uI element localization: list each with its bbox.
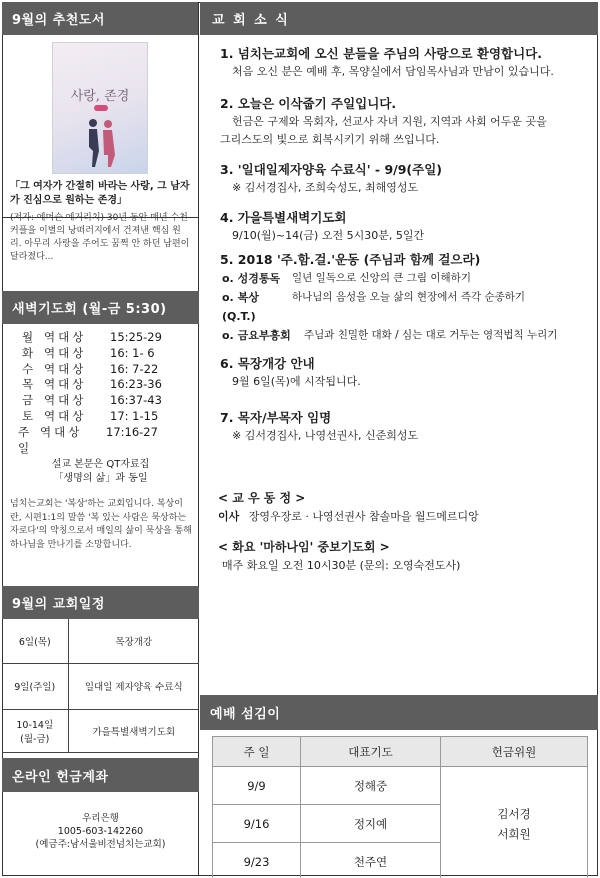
book-cover-title: 사랑, 존경 xyxy=(70,89,130,104)
schedule-event: 일대일 제자양육 수료식 xyxy=(68,663,199,709)
dawn-verse: 15:25-29 xyxy=(110,330,162,344)
walk-program-key: o. 성경통독 xyxy=(222,272,281,285)
dawn-day: 화 xyxy=(22,345,34,360)
worship-prayer: 천주연 xyxy=(301,843,441,878)
member-news-row xyxy=(218,507,586,526)
news-item-6 xyxy=(220,355,586,391)
dawn-book: 역대상 xyxy=(44,345,87,360)
dawn-day: 금 xyxy=(22,393,34,408)
news-item-5-title: 5. 2018 '주.함.걸.'운동 (주님과 함께 걸으라) xyxy=(220,252,481,267)
dawn-row xyxy=(22,409,199,425)
news-item-2 xyxy=(220,95,586,149)
worship-prayer: 정해중 xyxy=(301,767,441,805)
news-item-4 xyxy=(220,209,586,245)
dawn-book: 역대상 xyxy=(44,408,87,423)
book-cover-image xyxy=(52,42,148,174)
offering-header: 온라인 헌금계좌 xyxy=(2,758,199,792)
worship-table xyxy=(212,736,588,878)
walk-program-text: 하나님의 음성을 오늘 삶의 현장에서 즉각 순종하기 xyxy=(292,291,526,303)
news-section xyxy=(200,35,598,575)
news-item-7-body: ※ 김서경집사, 나영선권사, 신준희성도 xyxy=(232,429,419,442)
dawn-day: 목 xyxy=(22,377,34,392)
schedule-event: 가을특별새벽기도회 xyxy=(68,709,199,752)
dawn-row xyxy=(22,393,199,409)
news-item-body: 그리스도의 빛으로 회복시키기 위해 쓰입니다. xyxy=(220,133,440,146)
dawn-verse: 17: 1-15 xyxy=(110,408,159,423)
news-item-7 xyxy=(220,409,586,445)
worship-prayer: 정지예 xyxy=(301,805,441,843)
dawn-row xyxy=(22,377,199,393)
worship-col-offering: 헌금위원 xyxy=(441,737,588,767)
offering-holder: (예금주:남서울비전넘치는교회) xyxy=(35,839,166,850)
walk-program-text: 일년 일독으로 신앙의 큰 그림 이해하기 xyxy=(292,272,471,284)
member-news xyxy=(218,489,586,526)
book-description: (저자: 에머슨 에거리치) 30년 동안 매년 수천 커플을 이별의 낭떠러지에서 건져낸 핵심 원리. 아무리 사랑을 주어도 꿈쩍 안 하던 남편이 달라졌다... xyxy=(10,213,190,262)
schedule-row xyxy=(2,619,199,663)
worship-row xyxy=(213,767,588,805)
news-item-title: 2. 오늘은 이삭줍기 주일입니다. xyxy=(220,96,397,111)
walk-program-key: o. 복상(Q.T.) xyxy=(222,291,259,323)
book-header: 9월의 추천도서 xyxy=(2,2,198,35)
offering-bank: 우리은행 xyxy=(82,813,119,824)
news-item-body: 9/10(월)~14(금) 오전 5시30분, 5일간 xyxy=(232,229,425,242)
dawn-verse: 16:37-43 xyxy=(110,393,162,408)
dawn-section xyxy=(2,326,199,552)
walk-program-row xyxy=(222,288,586,326)
schedule-event: 목장개강 xyxy=(68,619,199,663)
worship-col-prayer: 대표기도 xyxy=(301,737,441,767)
tuesday-prayer xyxy=(218,538,586,575)
dawn-book: 역대상 xyxy=(44,377,87,392)
news-item-6-title: 6. 목장개강 안내 xyxy=(220,356,315,371)
book-section xyxy=(2,2,198,218)
schedule-date: 10-14일 (월-금) xyxy=(2,709,68,752)
dawn-day: 토 xyxy=(22,408,34,423)
member-news-text: 장영우장로 · 나영선권사 참솔마을 월드메르디앙 xyxy=(248,510,479,523)
schedule-row xyxy=(2,663,199,709)
dawn-day: 수 xyxy=(22,361,34,376)
offering-account: 1005-603-142260 xyxy=(57,826,144,837)
worship-date: 9/9 xyxy=(213,767,301,805)
offering-member: 서희원 xyxy=(497,826,531,841)
worship-offering-members xyxy=(441,767,588,878)
offering-member: 김서경 xyxy=(497,806,531,821)
offering-section xyxy=(2,812,199,851)
dawn-verse: 16: 7-22 xyxy=(110,361,159,376)
dawn-list xyxy=(2,326,199,456)
dawn-book: 역대상 xyxy=(40,424,83,439)
book-quote: 「그 여자가 간절히 바라는 사랑, 그 남자가 진심으로 원하는 존경」 xyxy=(10,181,190,206)
dawn-row xyxy=(22,346,199,362)
news-item-title: 3. '일대일제자양육 수료식' - 9/9(주일) xyxy=(220,162,442,177)
dawn-verse: 17:16-27 xyxy=(106,424,158,439)
dawn-header: 새벽기도회 (월-금 5:30) xyxy=(2,291,199,324)
member-news-title: < 교 우 동 정 > xyxy=(218,491,306,505)
dawn-verse: 16: 1- 6 xyxy=(110,345,155,360)
dawn-paragraph: 넘치는교회는 '복상'하는 교회입니다. 복상이란, 시편1:1의 말씀 '복 있는 사람은 묵상하는 자로다'의 약칭으로서 매일의 삶이 묵상을 통해 하나님을 만나기를 소망합니다. xyxy=(10,499,192,550)
dawn-day: 주일 xyxy=(18,424,30,455)
news-item-3 xyxy=(220,161,586,197)
schedule-date: 6일(목) xyxy=(2,619,68,663)
news-item-7-title: 7. 목자/부목자 임명 xyxy=(220,410,332,425)
tuesday-prayer-body: 매주 화요일 오전 10시30분 (문의: 오영숙전도사) xyxy=(222,559,461,572)
dawn-book: 역대상 xyxy=(44,361,87,376)
news-item-1 xyxy=(220,45,586,81)
news-item-body: ※ 김서경집사, 조희숙성도, 최해영성도 xyxy=(232,181,419,194)
left-column xyxy=(2,2,199,876)
dawn-note-1: 설교 본문은 QT자료집 xyxy=(51,459,150,471)
dawn-row xyxy=(18,424,199,457)
dawn-row xyxy=(22,330,199,346)
news-item-6-body: 9월 6일(목)에 시작됩니다. xyxy=(232,375,361,388)
right-column xyxy=(200,2,598,876)
worship-date: 9/16 xyxy=(213,805,301,843)
dawn-note-2: 「생명의 삶」과 동일 xyxy=(53,473,148,485)
walk-program-row xyxy=(222,269,586,288)
dawn-row xyxy=(22,362,199,378)
walk-program-key: o. 금요부흥회 xyxy=(222,329,291,342)
book-cover-badge xyxy=(94,105,108,111)
news-header: 교 회 소 식 xyxy=(200,2,598,35)
couple-illustration-icon xyxy=(81,117,121,169)
dawn-verse: 16:23-36 xyxy=(110,377,162,392)
worship-col-date: 주 일 xyxy=(213,737,301,767)
dawn-book: 역대상 xyxy=(44,393,87,408)
schedule-row xyxy=(2,709,199,752)
dawn-day: 월 xyxy=(22,330,34,344)
news-item-title: 4. 가을특별새벽기도회 xyxy=(220,210,347,225)
dawn-book: 역대상 xyxy=(44,330,87,344)
news-item-title: 1. 넘치는교회에 오신 분들을 주님의 사랑으로 환영합니다. xyxy=(220,46,543,61)
tuesday-prayer-title: < 화요 '마하나임' 중보기도회 > xyxy=(218,540,390,554)
schedule-table xyxy=(2,619,199,753)
worship-table-header-row xyxy=(213,737,588,767)
news-item-body: 처음 오신 분은 예배 후, 목양실에서 담임목사님과 만남이 있습니다. xyxy=(232,65,554,78)
schedule-date: 9일(주일) xyxy=(2,663,68,709)
member-news-key: 이사 xyxy=(218,510,240,523)
walk-program-row xyxy=(222,326,586,345)
worship-header: 예배 섬김이 xyxy=(200,695,598,730)
worship-date: 9/23 xyxy=(213,843,301,878)
schedule-header: 9월의 교회일정 xyxy=(2,586,199,619)
walk-program-text: 주님과 친밀한 대화 / 심는 대로 거두는 영적법칙 누리기 xyxy=(304,329,558,341)
news-item-5 xyxy=(220,251,586,345)
news-item-body: 헌금은 구제와 목회자, 선교사 자녀 지원, 지역과 사회 어두운 곳을 xyxy=(232,115,547,128)
